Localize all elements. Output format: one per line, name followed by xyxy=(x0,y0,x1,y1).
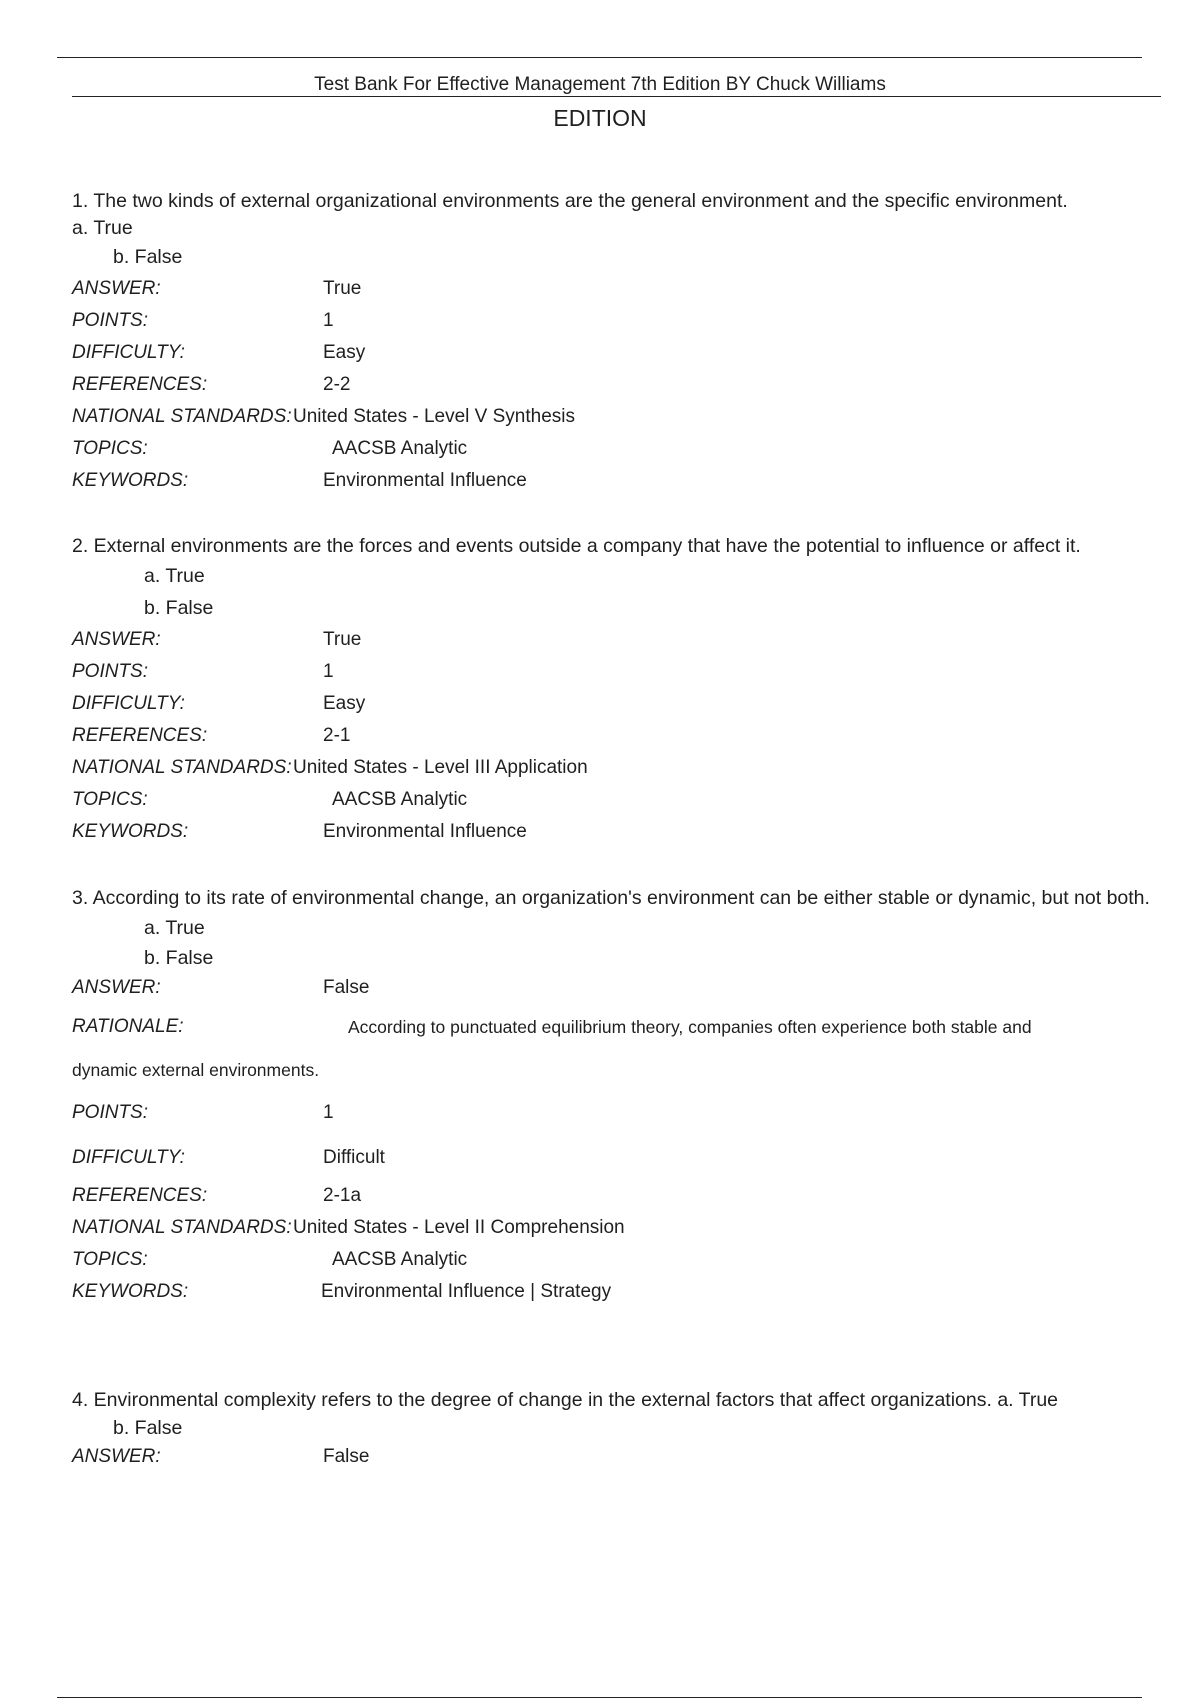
answer-row xyxy=(72,972,1172,1004)
answer-value: False xyxy=(323,977,370,998)
option-a: a. True xyxy=(144,917,205,939)
question-text: 2. External environments are the forces and events outside a company that have the potential to influence or affect it. xyxy=(72,535,1081,557)
difficulty-label: DIFFICULTY: xyxy=(72,1147,185,1168)
keywords-value: Environmental Influence | Strategy xyxy=(321,1281,612,1302)
topics-label: TOPICS: xyxy=(72,438,148,459)
difficulty-value: Easy xyxy=(323,342,366,363)
rationale-label: RATIONALE: xyxy=(72,1016,184,1037)
header-underline xyxy=(72,96,1161,97)
topics-value: AACSB Analytic xyxy=(332,1249,468,1270)
answer-label: ANSWER: xyxy=(72,977,161,998)
document-title: Test Bank For Effective Management 7th Edition BY Chuck Williams xyxy=(314,74,886,95)
points-row xyxy=(72,1090,1172,1136)
topics-row xyxy=(72,433,1172,465)
references-value: 2-1 xyxy=(323,725,351,746)
document-subtitle: EDITION xyxy=(553,105,647,131)
topics-value: AACSB Analytic xyxy=(332,789,468,810)
points-row xyxy=(72,656,1172,688)
difficulty-value: Difficult xyxy=(323,1147,385,1168)
answer-row xyxy=(72,1442,1172,1472)
references-value: 2-2 xyxy=(323,374,351,395)
difficulty-value: Easy xyxy=(323,693,366,714)
keywords-label: KEYWORDS: xyxy=(72,821,189,842)
answer-value: True xyxy=(323,278,362,299)
references-label: REFERENCES: xyxy=(72,725,208,746)
option-a: a. True xyxy=(72,217,133,239)
answer-row xyxy=(72,624,1172,656)
answer-label: ANSWER: xyxy=(72,629,161,650)
topics-row xyxy=(72,1244,1172,1276)
keywords-row xyxy=(72,816,1172,848)
topics-value: AACSB Analytic xyxy=(332,438,468,459)
national-standards-row xyxy=(72,752,1172,784)
option-b: b. False xyxy=(113,1417,183,1439)
option-b: b. False xyxy=(113,246,183,268)
rationale-text: According to punctuated equilibrium theory, companies often experience both stable and xyxy=(348,1017,1032,1037)
points-value: 1 xyxy=(323,310,334,331)
bottom-rule xyxy=(57,1697,1142,1698)
difficulty-label: DIFFICULTY: xyxy=(72,342,185,363)
points-label: POINTS: xyxy=(72,661,149,682)
answer-label: ANSWER: xyxy=(72,278,161,299)
keywords-value: Environmental Influence xyxy=(323,470,527,491)
option-a: a. True xyxy=(144,565,205,587)
question-text: 3. According to its rate of environmental change, an organization's environment can be either stable or dynamic, but not both. xyxy=(72,887,1150,909)
question-4 xyxy=(72,1386,1172,1472)
national-standards-label: NATIONAL STANDARDS: xyxy=(72,757,292,778)
points-label: POINTS: xyxy=(72,1102,149,1123)
keywords-label: KEYWORDS: xyxy=(72,470,189,491)
answer-row xyxy=(72,273,1172,305)
difficulty-row xyxy=(72,688,1172,720)
question-text: 4. Environmental complexity refers to the degree of change in the external factors that affect organizations. a. True xyxy=(72,1389,1059,1411)
points-label: POINTS: xyxy=(72,310,149,331)
references-value: 2-1a xyxy=(323,1185,362,1206)
option-b: b. False xyxy=(144,597,214,619)
national-standards-value: United States - Level II Comprehension xyxy=(293,1217,625,1238)
national-standards-value: United States - Level III Application xyxy=(293,757,588,778)
national-standards-row xyxy=(72,401,1172,433)
keywords-value: Environmental Influence xyxy=(323,821,527,842)
answer-value: True xyxy=(323,629,362,650)
national-standards-value: United States - Level V Synthesis xyxy=(293,406,575,427)
answer-value: False xyxy=(323,1446,370,1467)
points-value: 1 xyxy=(323,661,334,682)
references-row xyxy=(72,720,1172,752)
topics-label: TOPICS: xyxy=(72,1249,148,1270)
question-text: 1. The two kinds of external organizational environments are the general environment and the specific environment. xyxy=(72,190,1068,212)
question-3 xyxy=(72,884,1172,1308)
topics-label: TOPICS: xyxy=(72,789,148,810)
rationale-text-continued: dynamic external environments. xyxy=(72,1060,320,1080)
references-label: REFERENCES: xyxy=(72,374,208,395)
national-standards-row xyxy=(72,1212,1172,1244)
keywords-row xyxy=(72,465,1172,497)
keywords-label: KEYWORDS: xyxy=(72,1281,189,1302)
topics-row xyxy=(72,784,1172,816)
references-row xyxy=(72,369,1172,401)
option-b: b. False xyxy=(144,947,214,969)
keywords-row xyxy=(72,1276,1172,1308)
national-standards-label: NATIONAL STANDARDS: xyxy=(72,1217,292,1238)
points-row xyxy=(72,305,1172,337)
question-2 xyxy=(72,532,1172,848)
question-1 xyxy=(72,187,1172,497)
references-row xyxy=(72,1180,1172,1212)
difficulty-row xyxy=(72,1136,1172,1180)
difficulty-row xyxy=(72,337,1172,369)
points-value: 1 xyxy=(323,1102,334,1123)
answer-label: ANSWER: xyxy=(72,1446,161,1467)
references-label: REFERENCES: xyxy=(72,1185,208,1206)
rationale-row xyxy=(72,1004,1172,1050)
national-standards-label: NATIONAL STANDARDS: xyxy=(72,406,292,427)
top-rule xyxy=(57,57,1142,58)
difficulty-label: DIFFICULTY: xyxy=(72,693,185,714)
